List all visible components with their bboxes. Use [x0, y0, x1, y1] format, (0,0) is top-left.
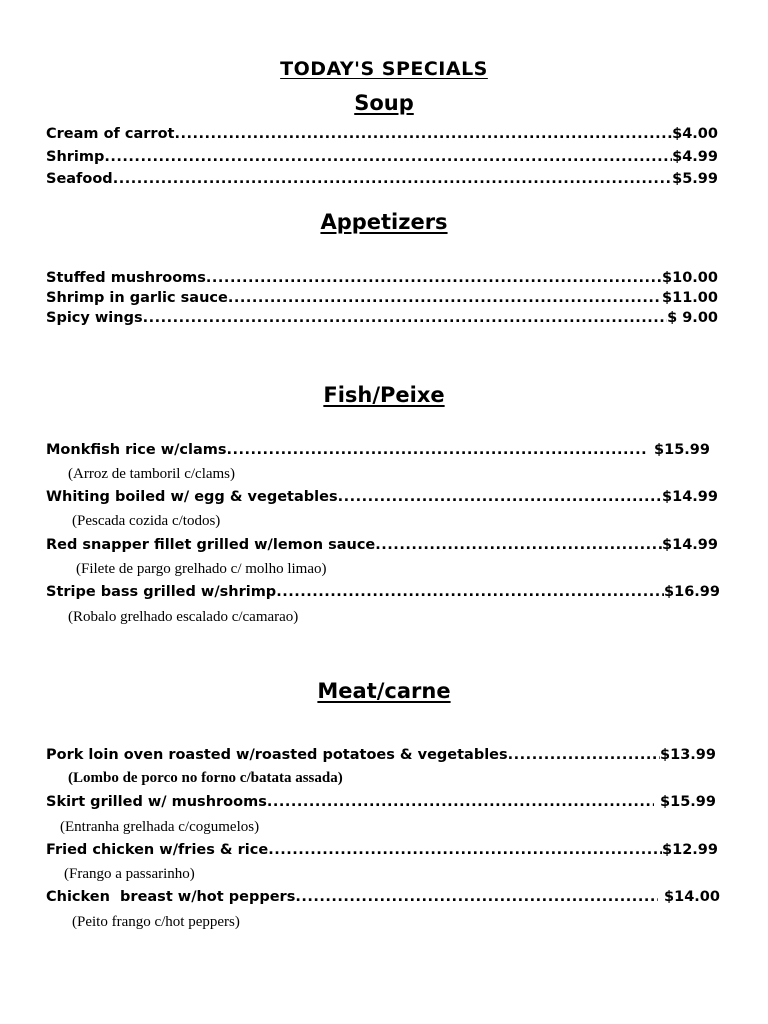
item-price: $13.99 — [660, 747, 716, 763]
item-price: $5.99 — [672, 171, 718, 187]
leader-dots — [206, 268, 662, 288]
item-name: Monkfish rice w/clams — [46, 442, 227, 458]
item-name: Fried chicken w/fries & rice — [46, 842, 269, 858]
item-name: Chicken breast w/hot peppers — [46, 889, 296, 905]
item-price: $15.99 — [660, 794, 716, 810]
leader-dots — [227, 440, 649, 460]
fish-heading: Fish/Peixe — [323, 383, 445, 407]
page-title: TODAY'S SPECIALS — [280, 58, 488, 80]
item-name: Shrimp in garlic sauce — [46, 290, 228, 306]
item-price: $10.00 — [662, 270, 718, 286]
leader-dots — [268, 840, 662, 860]
menu-item-chicken-breast — [46, 887, 720, 907]
menu-item-monkfish-rice — [46, 440, 710, 460]
soup-heading: Soup — [354, 91, 414, 115]
item-translation: (Peito frango c/hot peppers) — [72, 914, 240, 930]
item-price: $14.99 — [662, 537, 718, 553]
item-price: $12.99 — [662, 842, 718, 858]
leader-dots — [104, 147, 672, 167]
item-translation: (Pescada cozida c/todos) — [72, 513, 221, 529]
item-name: Pork loin oven roasted w/roasted potatoes & vegetables — [46, 747, 508, 763]
appetizers-heading: Appetizers — [320, 210, 448, 234]
item-price: $ 9.00 — [667, 310, 718, 326]
menu-item-whiting-boiled — [46, 487, 718, 507]
leader-dots — [228, 288, 662, 308]
item-translation: (Filete de pargo grelhado c/ molho limao) — [76, 561, 327, 577]
item-name: Skirt grilled w/ mushrooms — [46, 794, 267, 810]
item-translation: (Frango a passarinho) — [64, 866, 195, 882]
menu-item-skirt-grilled — [46, 792, 716, 812]
item-translation: (Arroz de tamboril c/clams) — [68, 466, 236, 482]
leader-dots — [267, 792, 654, 812]
leader-dots — [508, 745, 660, 765]
item-translation: (Entranha grelhada c/cogumelos) — [60, 819, 260, 835]
menu-item-spicy-wings — [46, 308, 718, 328]
item-name: Whiting boiled w/ egg & vegetables — [46, 489, 338, 505]
item-price: $11.00 — [662, 290, 718, 306]
menu-item-shrimp-garlic — [46, 288, 718, 308]
item-name: Stuffed mushrooms — [46, 270, 206, 286]
item-price: $4.00 — [672, 126, 718, 142]
item-name: Red snapper fillet grilled w/lemon sauce — [46, 537, 376, 553]
item-name: Stripe bass grilled w/shrimp — [46, 584, 277, 600]
menu-item-stripe-bass — [46, 582, 720, 602]
menu-item-red-snapper — [46, 535, 718, 555]
item-price: $15.99 — [654, 442, 710, 458]
item-price: $14.99 — [662, 489, 718, 505]
menu-item-pork-loin — [46, 745, 716, 765]
leader-dots — [174, 124, 672, 144]
item-translation: (Lombo de porco no forno c/batata assada) — [68, 770, 343, 786]
menu-item-shrimp-soup — [46, 147, 718, 167]
menu-item-cream-of-carrot — [46, 124, 718, 144]
leader-dots — [143, 308, 667, 328]
item-name: Cream of carrot — [46, 126, 175, 142]
item-name: Spicy wings — [46, 310, 143, 326]
item-price: $14.00 — [664, 889, 720, 905]
leader-dots — [295, 887, 658, 907]
menu-item-seafood — [46, 169, 718, 189]
leader-dots — [375, 535, 662, 555]
item-name: Seafood — [46, 171, 113, 187]
item-price: $16.99 — [664, 584, 720, 600]
item-translation: (Robalo grelhado escalado c/camarao) — [68, 609, 299, 625]
item-price: $4.99 — [672, 149, 718, 165]
menu-item-stuffed-mushrooms — [46, 268, 718, 288]
leader-dots — [113, 169, 672, 189]
meat-heading: Meat/carne — [317, 679, 451, 703]
leader-dots — [338, 487, 662, 507]
leader-dots — [276, 582, 664, 602]
item-name: Shrimp — [46, 149, 105, 165]
menu-item-fried-chicken — [46, 840, 718, 860]
